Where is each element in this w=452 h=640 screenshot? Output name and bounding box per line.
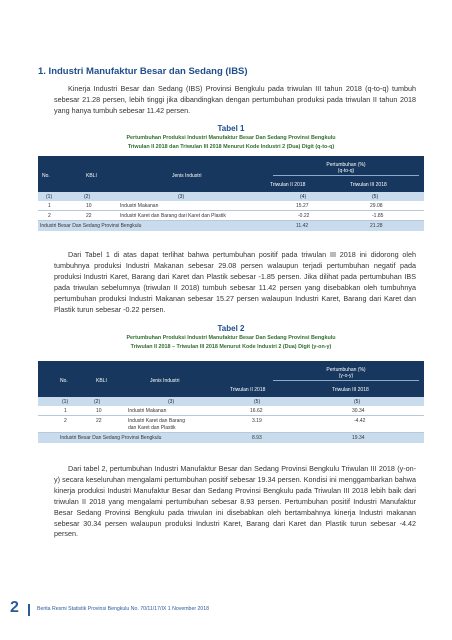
table1-head-divider: [273, 175, 419, 176]
table2-column-numbers: [38, 397, 424, 406]
table2-row2-no: 2: [64, 418, 67, 424]
table1-total-label: Industri Besar Dan Sedang Provinsi Bengkulu: [40, 223, 142, 229]
table2-head-no: No.: [60, 378, 68, 384]
table2-title-line1: Pertumbuhan Produksi Industri Manufaktur Besar Dan Sedang Provinsi Bengkulu: [126, 335, 336, 341]
table2-head-divider: [273, 380, 419, 381]
table2-row1-b: 30.34: [352, 408, 365, 414]
table-row: [38, 406, 424, 416]
paragraph-analysis-1-text: Dari Tabel 1 di atas dapat terlihat bahwa pertumbuhan positif pada triwulan III 2018 ini didorong oleh tumbuhnya produksi Industri Makanan sebesar 29.08 persen walaupun terjadi pertumbuhan negatif pada produksi Industri Karet, Barang dari Karet dan Plastik sebesar -1.85 persen. Jika dilihat pada pertumbuhan IBS pada triwulan sebelumnya (triwulan II 2018) tumbuh sebesar 11.42 persen yang disebabkan oleh tumbuhnya pertumbuhan produksi Industri Makanan sebesar 15.27 persen walaupun Industri Karet, Barang dari Karet dan Plastik turun sebesar -0.22 persen.: [54, 250, 416, 314]
table2-row2-jenis: Industri Karet dan Barang: [128, 418, 185, 424]
table1-row1-no: 1: [48, 203, 51, 209]
table1-colnum-4: (4): [300, 193, 307, 200]
table2-row2-b: -4.42: [354, 418, 366, 424]
table2-colnum-5: (5): [354, 398, 361, 405]
table2-head-col-b: Triwulan III 2018: [332, 387, 369, 393]
table1-title-line2: Triwulan II 2018 dan Triwulan III 2018 Menurut Kode Industri 2 (Dua) Digit (q-to-q): [127, 143, 335, 150]
table1-row2-jenis: Industri Karet dan Barang dari Karet dan Plastik: [120, 213, 226, 219]
table2-total-a: 8.93: [252, 435, 262, 441]
table1-header: [38, 156, 424, 192]
table1-total-a: 11.42: [296, 223, 309, 229]
paragraph-analysis-1: [54, 250, 416, 315]
table1-head-growth: Pertumbuhan (%): [326, 162, 366, 168]
table2-colnum-4: (5): [254, 398, 261, 405]
table2-colnum-2: (2): [94, 398, 101, 405]
table-row: [38, 416, 424, 433]
table1-head-no: No.: [42, 173, 50, 179]
table2-caption: [38, 323, 424, 351]
table1-head-col-a: Triwulan II 2018: [270, 182, 306, 188]
table1-head-col-b: Triwulan III 2018: [350, 182, 387, 188]
table2-row1-kbli: 10: [96, 408, 102, 414]
table1-caption: [38, 123, 424, 151]
table1-colnum-2: (2): [84, 193, 91, 200]
paragraph-intro-text: Kinerja Industri Besar dan Sedang (IBS) Provinsi Bengkulu pada triwulan III tahun 2018 (q-to-q) tumbuh sebesar 21.28 persen, lebih tinggi jika dibandingkan dengan pertumbuhan produksi pada triwulan II tahun 2018 yang hanya tumbuh sebesar 11.42 persen.: [54, 84, 416, 115]
table1-column-numbers: [38, 192, 424, 201]
table1-row1-kbli: 10: [86, 203, 92, 209]
table1-head-kbli: KBLI: [86, 173, 97, 179]
table2-row2-jenis-line2: dan Karet dan Plastik: [128, 425, 176, 431]
table2-total-row: [38, 433, 424, 443]
table2-head-jenis: Jenis Industri: [150, 378, 180, 384]
footer-divider: [28, 604, 30, 616]
table1-head-jenis: Jenis Industri: [172, 173, 202, 179]
table2-row1-jenis: Industri Makanan: [128, 408, 167, 414]
table1-total-row: [38, 221, 424, 231]
table1-row2-b: -1.85: [372, 213, 384, 219]
table2-head-col-a: Triwulan II 2018: [230, 387, 266, 393]
table1: [38, 156, 424, 231]
table1-row2-no: 2: [48, 213, 51, 219]
paragraph-intro: [54, 84, 416, 117]
table1-colnum-5: (5): [372, 193, 379, 200]
table2-colnum-1: (1): [62, 398, 69, 405]
table1-row2-a: -0.22: [298, 213, 310, 219]
table2-total-b: 19.34: [352, 435, 365, 441]
table2-number: Tabel 2: [217, 324, 245, 333]
table1-row1-a: 15.27: [296, 203, 309, 209]
table2: [38, 361, 424, 443]
table1-number: Tabel 1: [217, 124, 245, 133]
table2-title-line2: Triwulan II 2018 – Triwulan III 2018 Menurut Kode Industri 2 (Dua) Digit (y-on-y): [130, 343, 332, 350]
table2-total-label: Industri Besar Dan Sedang Provinsi Bengkulu: [60, 435, 162, 441]
table2-row2-a: 3.19: [252, 418, 262, 424]
table1-colnum-1: (1): [46, 193, 53, 200]
table1-head-growth-sub: (q-to-q): [337, 168, 355, 174]
table-row: [38, 211, 424, 221]
table1-total-b: 21.28: [370, 223, 383, 229]
footer-publication: Berita Resmi Statistik Provinsi Bengkulu No. 70/11/17/IX 1 November 2018: [37, 606, 210, 612]
table1-colnum-3: (3): [178, 193, 185, 200]
section-heading: 1. Industri Manufaktur Besar dan Sedang (IBS): [38, 66, 248, 77]
table1-row1-jenis: Industri Makanan: [120, 203, 159, 209]
table2-head-growth-sub: (y-o-y): [338, 373, 354, 379]
table2-row1-a: 16.62: [250, 408, 263, 414]
table2-row2-kbli: 22: [96, 418, 102, 424]
page-number: 2: [10, 599, 19, 616]
table-row: [38, 201, 424, 211]
table2-colnum-3: (3): [168, 398, 175, 405]
table1-row2-kbli: 22: [86, 213, 92, 219]
table1-row1-b: 29.08: [370, 203, 383, 209]
paragraph-analysis-2: [54, 464, 416, 540]
table2-head-growth: Pertumbuhan (%): [326, 367, 366, 373]
table1-title-line1: Pertumbuhan Produksi Industri Manufaktur Besar Dan Sedang Provinsi Bengkulu: [126, 135, 336, 141]
table2-head-kbli: KBLI: [96, 378, 107, 384]
table2-row1-no: 1: [64, 408, 67, 414]
table2-header: [38, 361, 424, 397]
paragraph-analysis-2-text: Dari tabel 2, pertumbuhan Industri Manufaktur Besar dan Sedang Provinsi Bengkulu Triwulan III 2018 (y-on-y) secara keseluruhan mengalami pertumbuhan positif sebesar 19.34 persen. Kondisi ini menggambarkan bahwa kinerja produksi Industri Manufaktur Besar dan Sedang Provinsi Bengkulu pada Triwulan III 2018 lebih baik dari triwulan II 2018 yang mengalami pertumbuhan sebesar 8.93 persen. Pertumbuhan positif Industri Manufaktur Besar Sedang Provinsi Bengkulu pada triwulan ini disebabkan oleh bertambahnya kinerja Industri makanan sebesar 30.34 persen walaupun produksi Industri Karet, Barang dari Karet dan Plastik turun sebesar -4.42 persen.: [54, 464, 416, 539]
